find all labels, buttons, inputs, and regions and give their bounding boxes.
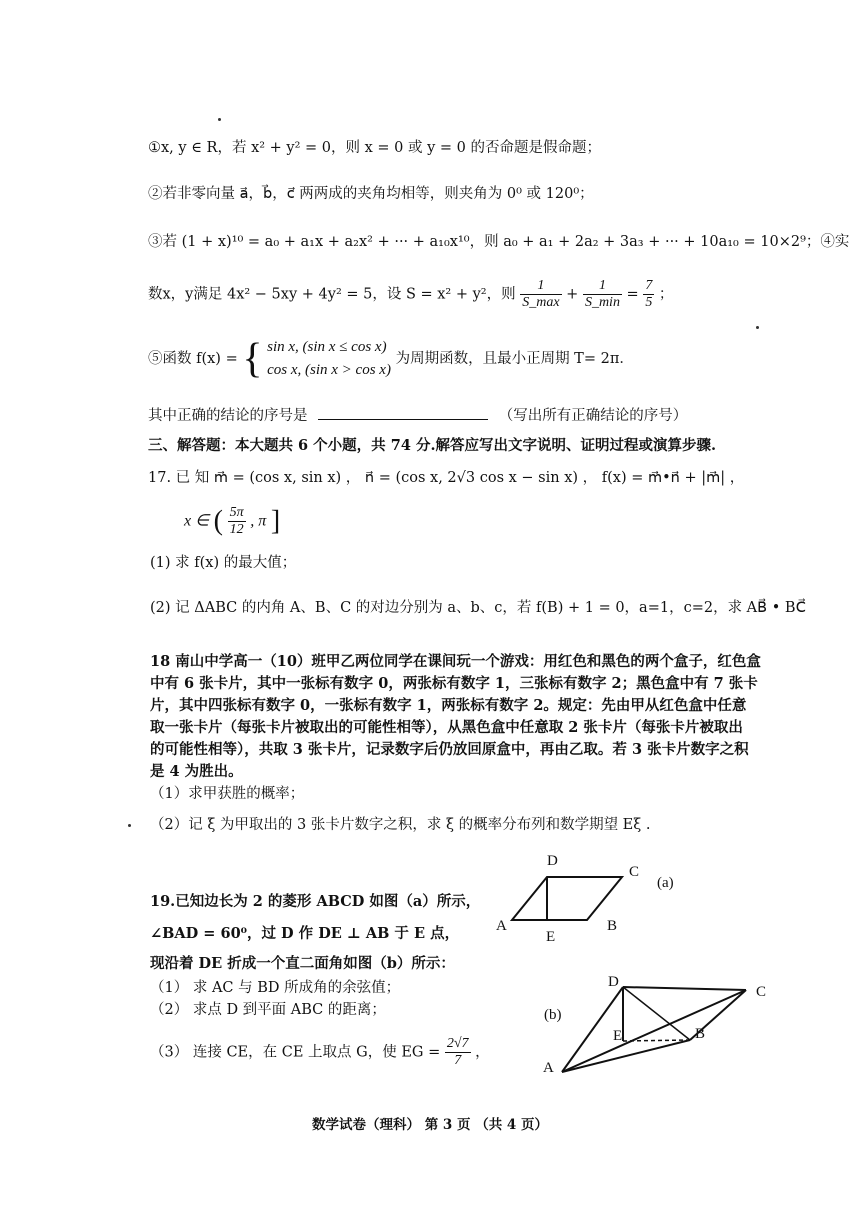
figure-a-rhombus xyxy=(490,850,720,950)
section-heading: 三、解答题：本大题共 6 个小题，共 74 分.解答应写出文字说明、证明过程或演算步骤. xyxy=(148,437,717,454)
q18-part2: （2）记 ξ 为甲取出的 3 张卡片数字之积，求 ξ 的概率分布列和数学期望 Eξ . xyxy=(150,817,651,833)
scan-speck xyxy=(756,326,759,329)
case-line-2: cos x, (sin x > cos x) xyxy=(267,362,391,378)
figure-b-label-a: A xyxy=(543,1060,554,1076)
q16-item4-end: ； xyxy=(658,286,674,303)
q19-part3-suffix: ， xyxy=(475,1044,490,1061)
plus-sign: + xyxy=(566,286,579,303)
figure-b-caption: (b) xyxy=(544,1007,562,1023)
q19-part3-prefix: （3） 连接 CE，在 CE 上取点 G，使 EG = xyxy=(150,1044,441,1061)
q16-item4-frac1 xyxy=(520,278,561,311)
answer-suffix: （写出所有正确结论的序号） xyxy=(498,408,688,424)
piecewise-cases xyxy=(267,336,391,382)
frac-numerator: 1 xyxy=(583,278,622,295)
left-brace: { xyxy=(242,336,263,382)
q18-line3: 片，其中四张标有数字 0，一张标有数字 1，两张标有数字 2。规定：先由甲从红色盒中任意 xyxy=(150,697,747,714)
frac-denominator: S_min xyxy=(584,295,620,310)
figure-a-label-b: B xyxy=(607,918,618,934)
right-bracket: ] xyxy=(270,505,281,537)
q16-item5-suffix: 为周期函数，且最小正周期 T= 2π． xyxy=(395,351,634,367)
left-paren: ( xyxy=(213,505,223,537)
answer-blank[interactable] xyxy=(318,405,488,420)
q19-line2: ∠BAD = 60⁰，过 D 作 DE ⊥ AB 于 E 点， xyxy=(150,925,460,942)
figure-a-label-a: A xyxy=(496,918,507,934)
q18-line6: 是 4 为胜出。 xyxy=(150,763,243,780)
q19-part3-frac xyxy=(445,1036,471,1069)
q16-answer-line xyxy=(148,405,687,426)
frac-denominator: 5 xyxy=(645,295,653,310)
figure-a-caption: (a) xyxy=(657,875,674,891)
figure-b-label-b: B xyxy=(695,1026,706,1042)
frac-numerator: 5π xyxy=(229,505,244,520)
frac-denominator: S_max xyxy=(522,295,560,310)
q17-part2: (2) 记 ΔABC 的内角 A、B、C 的对边分别为 a、b、c，若 f(B) + 1 = 0，a=1，c=2，求 AB⃗ • BC⃗ xyxy=(150,600,806,616)
edge-dc xyxy=(623,987,746,990)
page-footer: 数学试卷（理科） 第 3 页 （共 4 页） xyxy=(312,1117,548,1133)
domain-frac xyxy=(228,505,246,538)
q18-part1: （1）求甲获胜的概率； xyxy=(150,786,305,802)
frac-numerator: 1 xyxy=(520,278,561,295)
equals-sign: = xyxy=(626,286,639,303)
q16-item5-prefix: ⑤函数 f(x) = xyxy=(148,351,238,367)
figure-b-pyramid xyxy=(530,970,770,1080)
domain-suffix: , π xyxy=(250,512,267,530)
figure-b-label-c: C xyxy=(756,984,767,1000)
frac-numerator: 2√7 xyxy=(446,1036,469,1051)
edge-eb-dashed xyxy=(623,1040,690,1041)
frac-denominator: 7 xyxy=(454,1053,462,1068)
q16-item4-frac2 xyxy=(583,278,622,311)
q16-item2: ②若非零向量 a⃗，b⃗，c⃗ 两两成的夹角均相等，则夹角为 0⁰ 或 120⁰； xyxy=(148,186,594,202)
q19-part1: （1） 求 AC 与 BD 所成角的余弦值； xyxy=(150,980,401,996)
scan-speck xyxy=(218,118,221,121)
q19-part2: （2） 求点 D 到平面 ABC 的距离； xyxy=(150,1002,386,1018)
case-line-1: sin x, (sin x ≤ cos x) xyxy=(267,339,387,355)
frac-numerator: 7 xyxy=(645,278,653,293)
domain-prefix: x ∈ xyxy=(184,512,210,530)
q18-line4: 取一张卡片（每张卡片被取出的可能性相等），从黑色盒中任意取 2 张卡片（每张卡片被取出 xyxy=(150,719,743,736)
q16-item4 xyxy=(148,278,673,311)
figure-a-label-c: C xyxy=(629,864,640,880)
q17-stem: 17. 已 知 m⃗ = (cos x, sin x) ， n⃗ = (cos x, 2√3 cos x − sin x) ， f(x) = m⃗•n⃗ + |m⃗| ， xyxy=(148,470,745,486)
q16-item3: ③若 (1 + x)¹⁰ = a₀ + a₁x + a₂x² + ··· + a₁₀x¹⁰，则 a₀ + a₁ + 2a₂ + 3a₃ + ··· + 10a₁₀ = 10×2⁹；④实 xyxy=(148,234,850,250)
q19-part3 xyxy=(150,1036,490,1069)
figure-a-label-e: E xyxy=(546,929,556,945)
frac-denominator: 12 xyxy=(229,522,244,537)
q17-domain xyxy=(184,505,280,538)
q16-item4-frac3 xyxy=(643,278,654,311)
q16-item5 xyxy=(148,336,634,382)
edge-db xyxy=(623,987,690,1040)
figure-a-label-d: D xyxy=(547,853,558,869)
q19-line1: 19.已知边长为 2 的菱形 ABCD 如图（a）所示， xyxy=(150,893,481,910)
figure-b-label-d: D xyxy=(608,974,619,990)
answer-prefix: 其中正确的结论的序号是 xyxy=(148,408,308,424)
scan-speck xyxy=(128,824,131,827)
q16-item1: ①x, y ∈ R，若 x² + y² = 0，则 x = 0 或 y = 0 的否命题是假命题； xyxy=(148,140,602,156)
q18-line5: 的可能性相等），共取 3 张卡片，记录数字后仍放回原盒中，再由乙取。若 3 张卡片数字之积 xyxy=(150,741,749,758)
q16-item4-prefix: 数x，y满足 4x² − 5xy + 4y² = 5，设 S = x² + y²，则 xyxy=(148,286,516,303)
edge-ac xyxy=(562,990,746,1072)
q19-line3: 现沿着 DE 折成一个直二面角如图（b）所示： xyxy=(150,955,455,972)
rhombus-outline xyxy=(512,877,622,920)
figure-b-label-e: E xyxy=(613,1028,623,1044)
q18-line2: 中有 6 张卡片，其中一张标有数字 0，两张标有数字 1，三张标有数字 2；黑色盒中有 7 张卡 xyxy=(150,675,758,692)
q18-line1: 18 南山中学高一（10）班甲乙两位同学在课间玩一个游戏：用红色和黑色的两个盒子，红色盒 xyxy=(150,653,761,670)
q17-part1: (1) 求 f(x) 的最大值； xyxy=(150,555,297,571)
